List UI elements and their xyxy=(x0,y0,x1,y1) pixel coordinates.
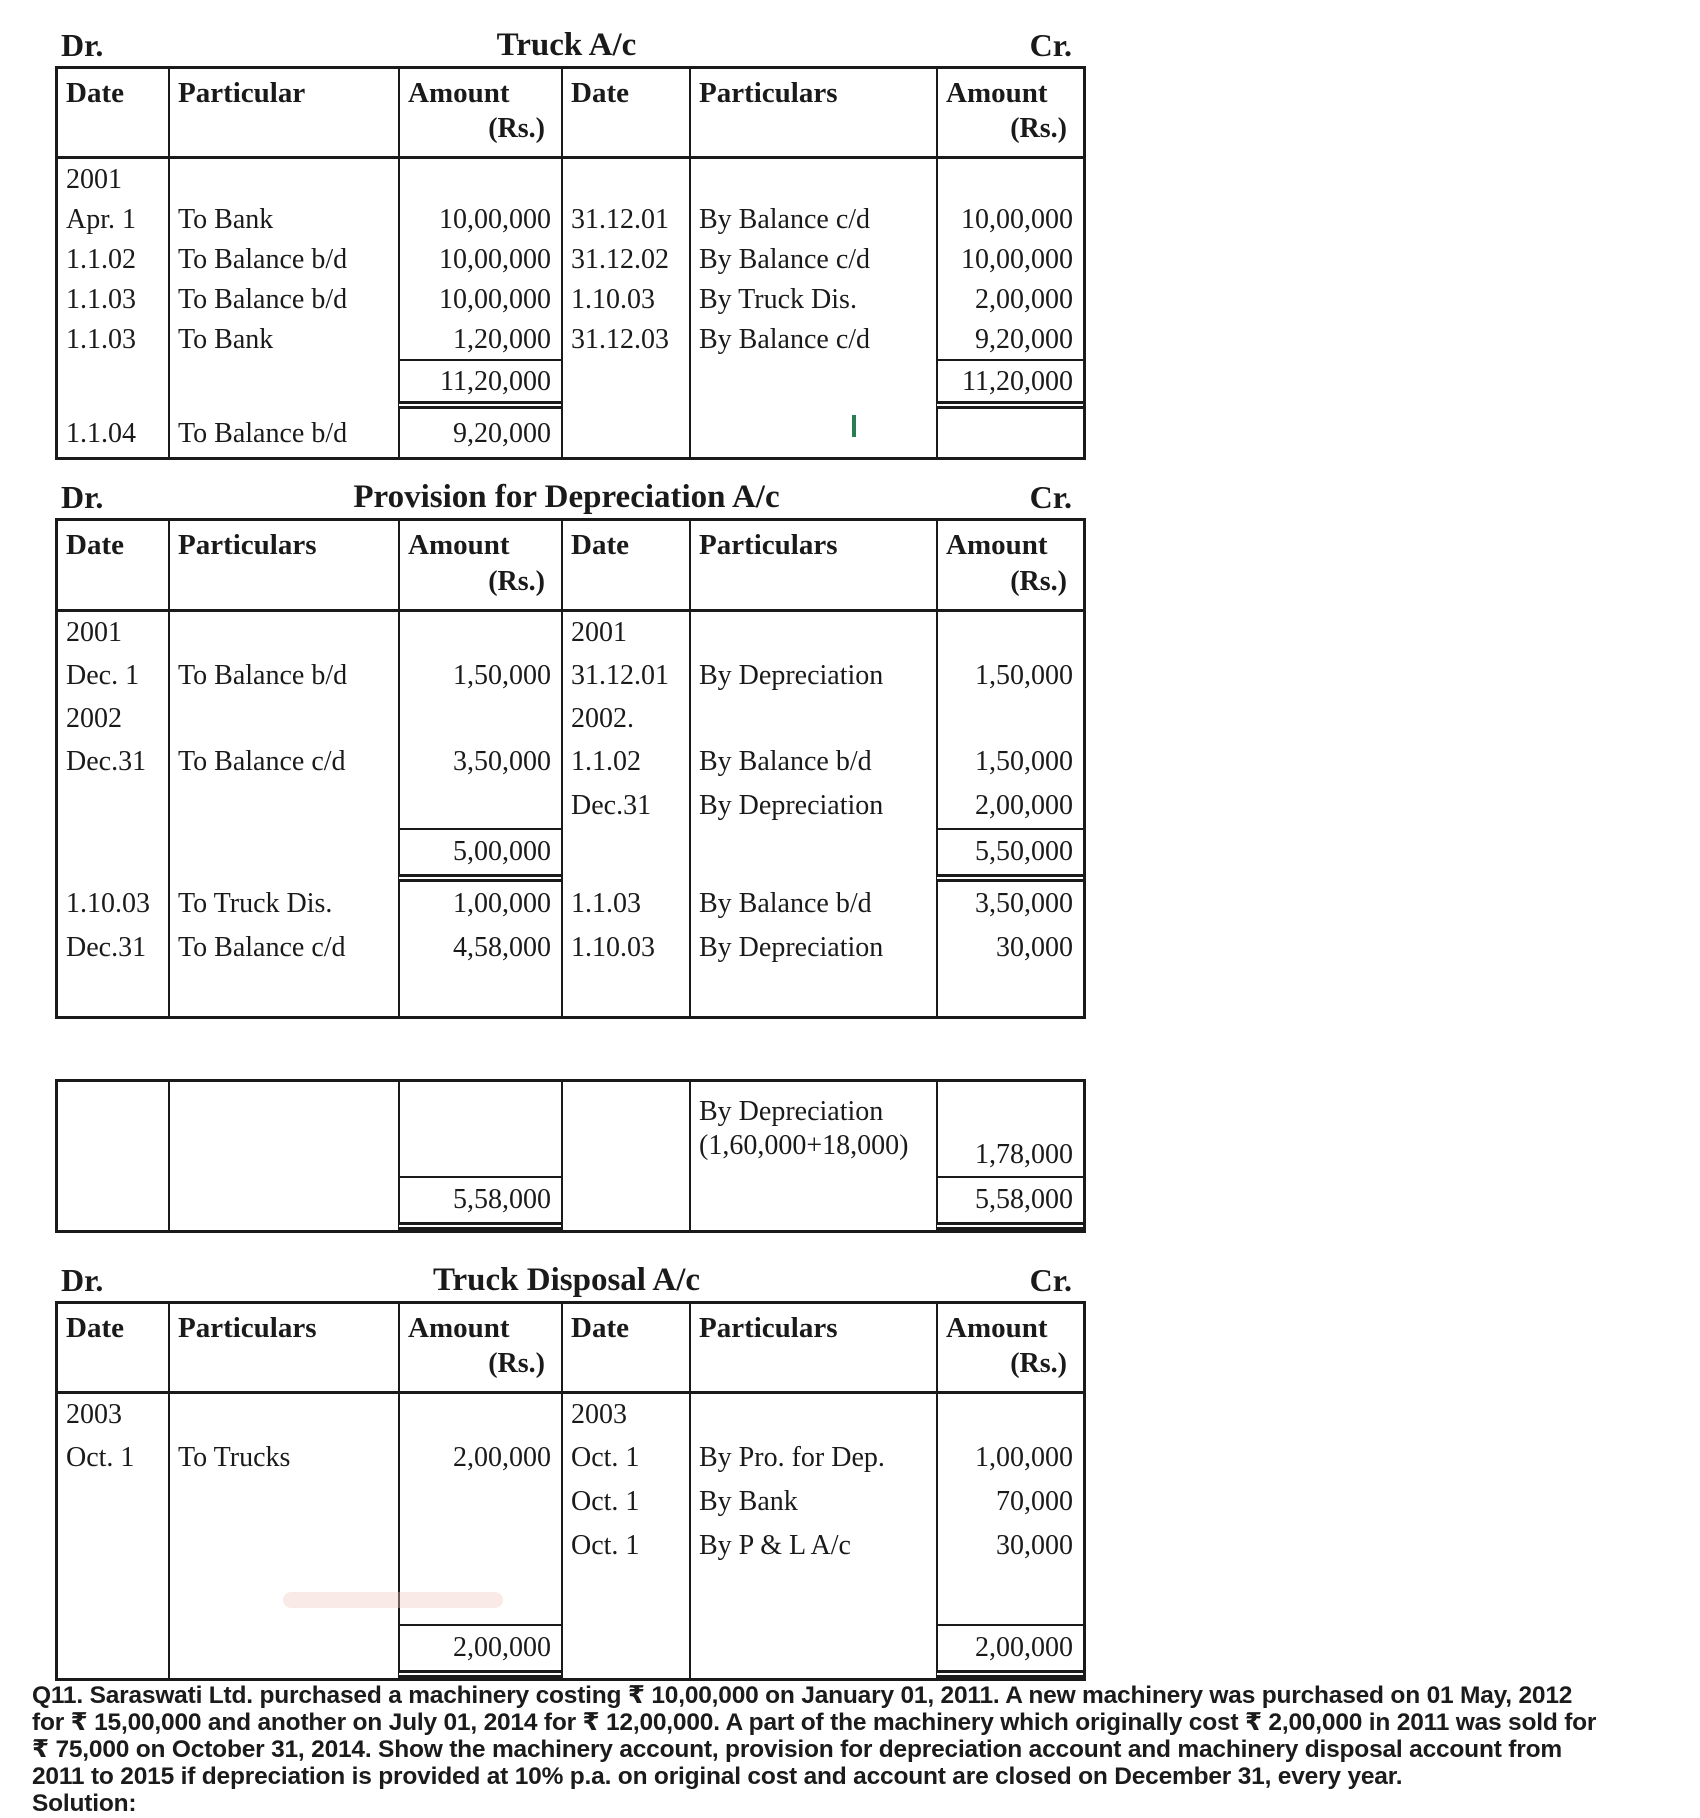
ledger-cell: 1,20,000 xyxy=(398,319,561,359)
account-name: Truck Disposal A/c xyxy=(432,1261,701,1298)
table-row xyxy=(58,970,1083,1016)
scan-artifact-green-tick xyxy=(852,415,856,437)
account-title-provision xyxy=(55,472,1086,518)
ledger-cell xyxy=(398,970,561,1016)
table-body xyxy=(58,159,1083,457)
header-rs: (Rs.) xyxy=(1010,565,1067,597)
ledger-cell xyxy=(689,159,936,199)
ledger-cell: By Bank xyxy=(689,1480,936,1524)
ledger-cell xyxy=(398,1394,561,1436)
ledger-cell xyxy=(58,1176,168,1230)
ledger-cell: By Depreciation xyxy=(689,784,936,828)
header-amount xyxy=(398,521,561,608)
header-rs: (Rs.) xyxy=(488,565,545,597)
ledger-cell: 5,50,000 xyxy=(936,828,1083,882)
table-row xyxy=(58,698,1083,740)
ledger-cell xyxy=(168,612,398,654)
ledger-cell xyxy=(689,359,936,409)
ledger-cell: 2003 xyxy=(66,1399,122,1431)
table-row xyxy=(58,1436,1083,1480)
header-date: Date xyxy=(561,521,689,608)
ledger-cell xyxy=(689,970,936,1016)
ledger-cell xyxy=(936,1568,1083,1624)
truck-account-table xyxy=(55,66,1086,460)
ledger-cell xyxy=(168,159,398,199)
account-name: Provision for Depreciation A/c xyxy=(353,479,780,516)
cr-label: Cr. xyxy=(1029,1261,1072,1298)
table-body xyxy=(58,1394,1083,1678)
ledger-cell xyxy=(398,159,561,199)
ledger-cell xyxy=(168,1394,398,1436)
header-rs: (Rs.) xyxy=(488,1347,545,1379)
ledger-cell: 2001 xyxy=(66,163,122,195)
ledger-cell xyxy=(936,159,1083,199)
ledger-cell xyxy=(58,1524,168,1568)
ledger-cell: 1.1.03 xyxy=(66,323,136,355)
table-header-row xyxy=(58,521,1083,611)
ledger-cell: To Bank xyxy=(168,199,398,239)
ledger-cell: By Balance c/d xyxy=(689,239,936,279)
table-row xyxy=(58,1082,1083,1176)
ledger-sheet xyxy=(55,20,1086,1681)
ledger-cell xyxy=(168,784,398,828)
ledger-cell xyxy=(561,159,689,199)
header-amount-word: Amount xyxy=(408,529,510,562)
account-name: Truck A/c xyxy=(496,27,637,63)
ledger-cell: 1,50,000 xyxy=(398,654,561,698)
header-amount xyxy=(398,69,561,156)
ledger-cell: 1,00,000 xyxy=(936,1436,1083,1480)
ledger-cell: 31.12.01 xyxy=(561,654,689,698)
ledger-cell: Oct. 1 xyxy=(561,1480,689,1524)
ledger-cell: 2002 xyxy=(66,702,122,734)
ledger-cell: Dec. 1 xyxy=(66,659,140,691)
ledger-cell xyxy=(58,970,168,1016)
ledger-cell: To Truck Dis. xyxy=(168,882,398,926)
ledger-cell: Apr. 1 xyxy=(66,203,136,235)
header-date: Date xyxy=(66,529,124,562)
table-row xyxy=(58,319,1083,359)
header-particulars: Particulars xyxy=(689,69,936,156)
question-line: Q11. Saraswati Ltd. purchased a machinery costing ₹ 10,00,000 on January 01, 2011. A new machinery was purchased on 01 May, 2012 xyxy=(32,1682,1573,1709)
ledger-cell xyxy=(689,698,936,740)
ledger-cell: By Truck Dis. xyxy=(689,279,936,319)
ledger-cell xyxy=(168,828,398,882)
ledger-cell xyxy=(398,1480,561,1524)
header-amount-word: Amount xyxy=(946,529,1048,562)
ledger-cell xyxy=(936,1394,1083,1436)
ledger-cell: 10,00,000 xyxy=(398,239,561,279)
ledger-cell xyxy=(689,1568,936,1624)
header-particulars: Particular xyxy=(168,69,398,156)
ledger-cell: 10,00,000 xyxy=(936,199,1083,239)
ledger-cell: Dec.31 xyxy=(561,784,689,828)
table-row xyxy=(58,199,1083,239)
header-particulars: Particulars xyxy=(689,1304,936,1391)
ledger-cell: 31.12.02 xyxy=(561,239,689,279)
question-line: 2011 to 2015 if depreciation is provided at 10% p.a. on original cost and account are closed on December 31, every year. xyxy=(32,1763,1403,1790)
scan-artifact-pink-smudge xyxy=(283,1592,503,1608)
ledger-cell: 4,58,000 xyxy=(398,926,561,970)
account-title-truck xyxy=(55,20,1086,66)
ledger-cell: 9,20,000 xyxy=(398,409,561,457)
header-amount-word: Amount xyxy=(946,1311,1048,1344)
ledger-cell: 2001 xyxy=(561,612,689,654)
table-row xyxy=(58,784,1083,828)
ledger-cell: 3,50,000 xyxy=(936,882,1083,926)
ledger-cell: 10,00,000 xyxy=(936,239,1083,279)
ledger-cell xyxy=(561,1624,689,1678)
ledger-cell xyxy=(689,1624,936,1678)
table-row xyxy=(58,612,1083,654)
header-amount xyxy=(936,521,1083,608)
ledger-cell: 1.10.03 xyxy=(561,926,689,970)
header-rs: (Rs.) xyxy=(488,113,545,145)
table-row xyxy=(58,1624,1083,1678)
ledger-cell: 2,00,000 xyxy=(936,784,1083,828)
header-rs: (Rs.) xyxy=(1010,1347,1067,1379)
ledger-cell xyxy=(561,409,689,457)
dr-label: Dr. xyxy=(61,27,104,63)
ledger-cell xyxy=(58,1568,168,1624)
ledger-cell: Oct. 1 xyxy=(561,1436,689,1480)
ledger-cell xyxy=(561,1568,689,1624)
ledger-cell: 10,00,000 xyxy=(398,279,561,319)
ledger-cell: By Pro. for Dep. xyxy=(689,1436,936,1480)
ledger-cell xyxy=(561,970,689,1016)
header-particulars: Particulars xyxy=(689,521,936,608)
ledger-cell: Dec.31 xyxy=(66,931,147,963)
ledger-cell: 2,00,000 xyxy=(936,1624,1083,1678)
ledger-cell: By Depreciation xyxy=(689,926,936,970)
ledger-cell xyxy=(561,1176,689,1230)
ledger-cell: 1,00,000 xyxy=(398,882,561,926)
cr-label: Cr. xyxy=(1029,27,1072,63)
header-date: Date xyxy=(66,77,124,109)
ledger-cell xyxy=(936,612,1083,654)
ledger-cell: 70,000 xyxy=(936,1480,1083,1524)
ledger-cell: To Balance b/d xyxy=(168,654,398,698)
table-row xyxy=(58,740,1083,784)
ledger-cell xyxy=(168,1624,398,1678)
ledger-cell xyxy=(168,1480,398,1524)
ledger-cell: By Depreciation xyxy=(689,654,936,698)
ledger-cell: 30,000 xyxy=(936,1524,1083,1568)
ledger-cell xyxy=(561,359,689,409)
ledger-cell xyxy=(561,1082,689,1176)
table-body xyxy=(58,1082,1083,1230)
ledger-cell: 1,78,000 xyxy=(936,1082,1083,1176)
account-title-disposal xyxy=(55,1255,1086,1301)
ledger-cell: 1.1.02 xyxy=(561,740,689,784)
ledger-cell: Oct. 1 xyxy=(561,1524,689,1568)
ledger-cell xyxy=(168,1082,398,1176)
ledger-cell xyxy=(689,828,936,882)
header-date: Date xyxy=(561,69,689,156)
ledger-cell: 10,00,000 xyxy=(398,199,561,239)
ledger-cell: 31.12.01 xyxy=(561,199,689,239)
ledger-cell: 5,58,000 xyxy=(398,1176,561,1230)
ledger-cell: 1.1.03 xyxy=(561,882,689,926)
ledger-cell xyxy=(689,612,936,654)
solution-label: Solution: xyxy=(32,1790,137,1817)
ledger-cell: To Balance c/d xyxy=(168,740,398,784)
ledger-cell xyxy=(689,1394,936,1436)
header-amount xyxy=(936,1304,1083,1391)
ledger-cell xyxy=(689,409,936,457)
ledger-cell xyxy=(398,612,561,654)
ledger-cell xyxy=(936,698,1083,740)
table-row xyxy=(58,828,1083,882)
ledger-cell: 2,00,000 xyxy=(398,1436,561,1480)
ledger-cell xyxy=(168,359,398,409)
ledger-cell: 3,50,000 xyxy=(398,740,561,784)
table-row xyxy=(58,882,1083,926)
header-particulars: Particulars xyxy=(168,521,398,608)
header-amount-word: Amount xyxy=(946,77,1048,109)
ledger-cell xyxy=(689,1176,936,1230)
cr-label: Cr. xyxy=(1029,479,1072,516)
ledger-cell: To Balance b/d xyxy=(168,409,398,457)
provision-account-table xyxy=(55,518,1086,1018)
table-header-row xyxy=(58,1304,1083,1394)
table-row xyxy=(58,1480,1083,1524)
ledger-cell: To Balance b/d xyxy=(168,239,398,279)
ledger-cell xyxy=(168,1524,398,1568)
ledger-cell: To Balance c/d xyxy=(168,926,398,970)
ledger-cell xyxy=(398,1082,561,1176)
ledger-cell: 31.12.03 xyxy=(561,319,689,359)
ledger-cell: 1.1.02 xyxy=(66,243,136,275)
table-row xyxy=(58,1568,1083,1624)
ledger-cell: By Depreciation (1,60,000+18,000) xyxy=(689,1082,936,1176)
ledger-cell: 2,00,000 xyxy=(398,1624,561,1678)
ledger-cell: 30,000 xyxy=(936,926,1083,970)
question-text xyxy=(32,1682,1692,1817)
ledger-cell: 9,20,000 xyxy=(936,319,1083,359)
table-row xyxy=(58,1394,1083,1436)
ledger-cell: 2,00,000 xyxy=(936,279,1083,319)
dr-label: Dr. xyxy=(61,1261,104,1298)
table-row xyxy=(58,409,1083,457)
ledger-cell: 2001 xyxy=(66,616,122,648)
table-row xyxy=(58,279,1083,319)
header-amount-word: Amount xyxy=(408,77,510,109)
ledger-cell: By P & L A/c xyxy=(689,1524,936,1568)
header-amount-word: Amount xyxy=(408,1311,510,1344)
ledger-cell xyxy=(398,784,561,828)
ledger-cell: By Balance b/d xyxy=(689,740,936,784)
header-particulars: Particulars xyxy=(168,1304,398,1391)
ledger-cell: To Bank xyxy=(168,319,398,359)
ledger-cell xyxy=(561,828,689,882)
ledger-cell: 5,00,000 xyxy=(398,828,561,882)
ledger-cell: 1.10.03 xyxy=(561,279,689,319)
ledger-cell: 1.1.03 xyxy=(66,283,136,315)
ledger-cell xyxy=(58,1624,168,1678)
table-row xyxy=(58,654,1083,698)
ledger-cell: 11,20,000 xyxy=(936,359,1083,409)
header-date: Date xyxy=(561,1304,689,1391)
ledger-cell: 1.10.03 xyxy=(66,887,150,919)
ledger-cell xyxy=(936,970,1083,1016)
ledger-cell: 5,58,000 xyxy=(936,1176,1083,1230)
ledger-cell xyxy=(168,1176,398,1230)
question-line: for ₹ 15,00,000 and another on July 01, 2014 for ₹ 12,00,000. A part of the machinery which originally cost ₹ 2,00,000 in 2011 was sold for xyxy=(32,1709,1597,1736)
ledger-cell xyxy=(58,784,168,828)
ledger-cell xyxy=(168,698,398,740)
ledger-cell: 1.1.04 xyxy=(66,417,136,449)
table-row xyxy=(58,239,1083,279)
table-body xyxy=(58,612,1083,1016)
ledger-cell xyxy=(398,698,561,740)
table-row xyxy=(58,159,1083,199)
header-rs: (Rs.) xyxy=(1010,113,1067,145)
ledger-cell xyxy=(58,1082,168,1176)
ledger-cell: 1,50,000 xyxy=(936,654,1083,698)
ledger-cell: 2002. xyxy=(561,698,689,740)
ledger-cell: Dec.31 xyxy=(66,745,147,777)
ledger-cell: By Balance c/d xyxy=(689,199,936,239)
ledger-cell: To Trucks xyxy=(168,1436,398,1480)
table-row xyxy=(58,359,1083,409)
ledger-cell: 2003 xyxy=(561,1394,689,1436)
dr-label: Dr. xyxy=(61,479,104,516)
header-amount xyxy=(398,1304,561,1391)
header-date: Date xyxy=(66,1311,124,1344)
ledger-cell xyxy=(58,828,168,882)
table-header-row xyxy=(58,69,1083,159)
ledger-cell xyxy=(398,1524,561,1568)
ledger-cell: To Balance b/d xyxy=(168,279,398,319)
table-row xyxy=(58,926,1083,970)
ledger-cell xyxy=(168,970,398,1016)
header-amount xyxy=(936,69,1083,156)
table-row xyxy=(58,1176,1083,1230)
disposal-account-table xyxy=(55,1301,1086,1681)
ledger-cell: By Balance b/d xyxy=(689,882,936,926)
ledger-cell: 1,50,000 xyxy=(936,740,1083,784)
ledger-cell: By Balance c/d xyxy=(689,319,936,359)
provision-continuation-table xyxy=(55,1079,1086,1233)
ledger-cell: Oct. 1 xyxy=(66,1442,135,1474)
ledger-cell xyxy=(58,1480,168,1524)
ledger-cell xyxy=(58,359,168,409)
table-row xyxy=(58,1524,1083,1568)
ledger-cell xyxy=(936,409,1083,457)
question-line: ₹ 75,000 on October 31, 2014. Show the machinery account, provision for depreciation account and machinery disposal account from xyxy=(32,1736,1562,1763)
ledger-cell: 11,20,000 xyxy=(398,359,561,409)
